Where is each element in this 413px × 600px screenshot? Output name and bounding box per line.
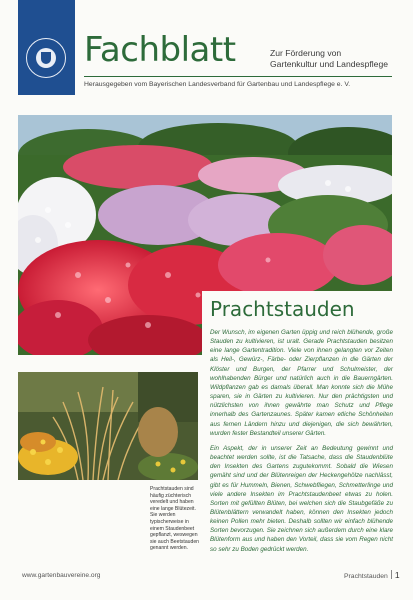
- photo-caption: Prachtstauden sind häufig züchterisch veredelt und haben eine lange Blütezeit. Sie werden typischerweise in einem Staudenbeet gepflanzt, weswegen sie auch Beetstauden genannt werden.: [150, 486, 199, 552]
- grass-border-photo: [18, 372, 198, 480]
- publisher-line: Herausgegeben vom Bayerischen Landesverband für Gartenbau und Landespflege e. V.: [84, 81, 351, 88]
- coat-of-arms-icon: [26, 38, 66, 78]
- page-footer: [344, 570, 400, 580]
- newsletter-subtitle: Zur Förderung von Gartenkultur und Landespflege: [270, 48, 389, 69]
- footer-section: Prachtstauden: [344, 573, 388, 580]
- article-paragraph: Ein Aspekt, der in unserer Zeit an Bedeutung gewinnt und beachtet werden sollte, ist die Tatsache, dass die Staudenblüte den Insekten des Gartens zugutekommt. Sobald die Wiesen gemäht sind und der Blütenreigen der Heckengehölze nachlässt, gibt es für Hummeln, Bienen, Schwebfliegen, Schmetterlinge und viele andere Insekten im Prachtstaudenbeet etwas zu holen. Sorten mit gefüllten Blüten, bei welchen sich die Staubgefäße zu Blütenblättern verwandelt haben, können den Insekten jedoch keinen Pollen mehr bieten. Deshalb sollten wir einfach blühende Sorten bevorzugen. Sie zeichnen sich außerdem durch eine klare Blütenform aus und haben den Vorteil, dass sie vom Regen nicht so sehr zu Boden gedrückt werden.: [210, 444, 393, 553]
- article-paragraph: Der Wunsch, im eigenen Garten üppig und reich blühende, große Stauden zu kultivieren, ist uralt. Gerade Prachtstauden besitzen eine lange Gartentradition. Viele von ihnen gelangten vor Zeiten als Heil-, Gewürz-, Färbe- oder Zierpflanzen in die Gärten der Klöster und Burgen, der Pfarrer und Schulmeister, der wohlhabenden Bürger und natürlich auch in die Bauerngärten. Wildpflanzen gab es damals überall. Man konnte sich die Mühe sparen, sie in Gärten zu kultivieren. Nur den prächtigsten und nützlichsten von ihnen gewährte man Schutz und Pflege innerhalb des Gartenzaunes. Später kamen etliche Schönheiten aus fernen Ländern hinzu und diejenigen, die sich bewährten, wurden fester Bestandteil unserer Gärten.: [210, 329, 393, 437]
- article-block: [202, 291, 396, 553]
- header-divider: [84, 76, 392, 77]
- website-link[interactable]: www.gartenbauvereine.org: [22, 572, 101, 579]
- newsletter-title: Fachblatt: [84, 30, 236, 70]
- page-number: 1: [394, 570, 400, 580]
- association-logo: [18, 0, 75, 95]
- article-title: Prachtstauden: [210, 297, 355, 321]
- article-body: [210, 328, 393, 560]
